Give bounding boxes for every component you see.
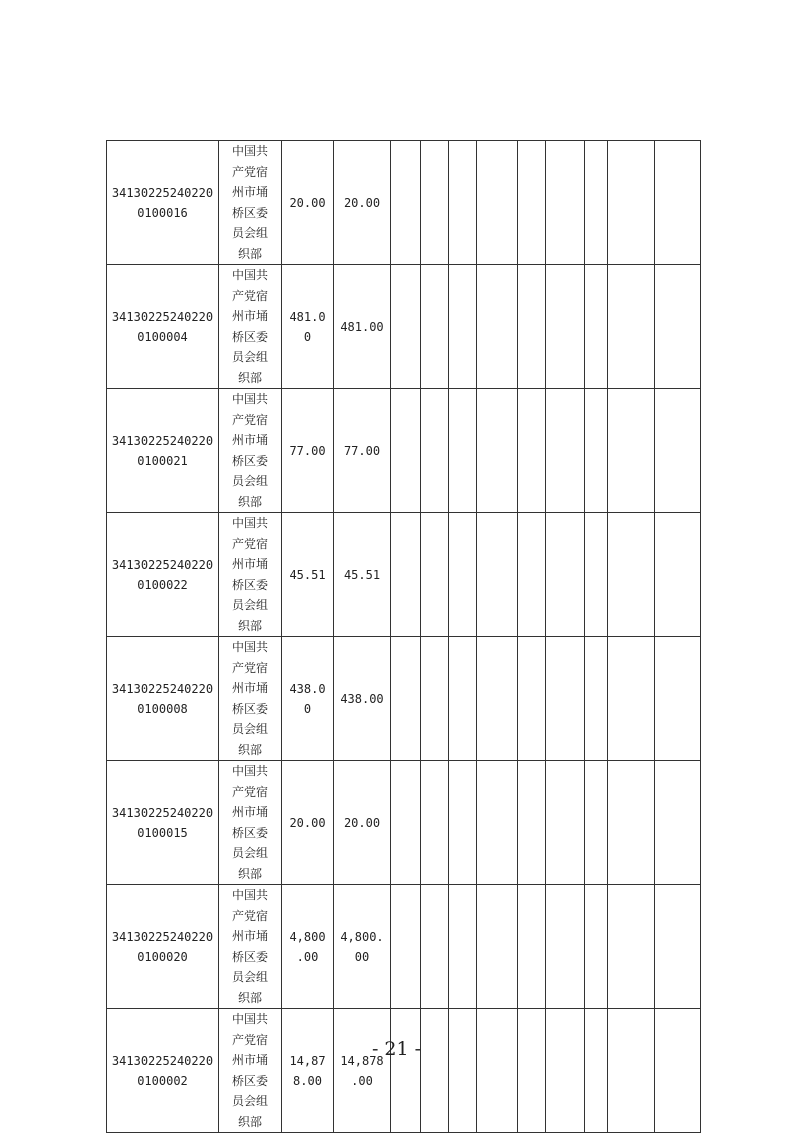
empty-cell xyxy=(477,513,518,637)
amount-b-cell-text: 481.00 xyxy=(340,319,384,334)
empty-cell xyxy=(546,141,585,265)
project-code-cell-text: 34130225240220 0100008 xyxy=(111,681,214,716)
table-row xyxy=(107,265,701,389)
empty-cell xyxy=(608,265,655,389)
table-row xyxy=(107,141,701,265)
unit-name-cell-text: 中国共产党宿州市埇桥区委员会组织部 xyxy=(231,640,268,757)
empty-cell xyxy=(546,885,585,1009)
empty-cell xyxy=(585,141,608,265)
amount-b-cell xyxy=(334,1009,391,1133)
empty-cell xyxy=(608,885,655,1009)
unit-name-cell-text: 中国共产党宿州市埇桥区委员会组织部 xyxy=(231,144,268,261)
empty-cell xyxy=(477,389,518,513)
amount-a-cell-text: 4,800 .00 xyxy=(289,929,326,964)
empty-cell xyxy=(477,637,518,761)
empty-cell xyxy=(655,513,701,637)
amount-a-cell xyxy=(282,637,334,761)
empty-cell xyxy=(449,761,477,885)
page-number: - 21 - xyxy=(371,1038,422,1060)
empty-cell xyxy=(477,761,518,885)
amount-a-cell xyxy=(282,265,334,389)
project-code-cell-text: 34130225240220 0100022 xyxy=(111,557,214,592)
empty-cell xyxy=(391,637,421,761)
project-code-cell-text: 34130225240220 0100015 xyxy=(111,805,214,840)
empty-cell xyxy=(518,389,546,513)
amount-a-cell-text: 20.00 xyxy=(289,195,326,210)
unit-name-cell xyxy=(219,885,282,1009)
empty-cell xyxy=(608,761,655,885)
unit-name-cell-text: 中国共产党宿州市埇桥区委员会组织部 xyxy=(231,268,268,385)
project-code-cell-text: 34130225240220 0100004 xyxy=(111,309,214,344)
amount-b-cell-text: 20.00 xyxy=(343,815,381,830)
empty-cell xyxy=(518,637,546,761)
empty-cell xyxy=(546,389,585,513)
empty-cell xyxy=(546,637,585,761)
empty-cell xyxy=(585,761,608,885)
project-code-cell-text: 34130225240220 0100021 xyxy=(111,433,214,468)
unit-name-cell-text: 中国共产党宿州市埇桥区委员会组织部 xyxy=(231,392,268,509)
empty-cell xyxy=(546,761,585,885)
empty-cell xyxy=(546,513,585,637)
empty-cell xyxy=(449,1009,477,1133)
empty-cell xyxy=(421,637,449,761)
amount-b-cell-text: 20.00 xyxy=(343,195,381,210)
empty-cell xyxy=(421,1009,449,1133)
empty-cell xyxy=(391,513,421,637)
amount-a-cell-text: 481.0 0 xyxy=(289,309,326,344)
unit-name-cell xyxy=(219,637,282,761)
empty-cell xyxy=(421,513,449,637)
project-code-cell xyxy=(107,637,219,761)
table-row xyxy=(107,389,701,513)
table-row xyxy=(107,637,701,761)
empty-cell xyxy=(608,1009,655,1133)
amount-b-cell xyxy=(334,141,391,265)
empty-cell xyxy=(655,637,701,761)
empty-cell xyxy=(655,1009,701,1133)
empty-cell xyxy=(585,885,608,1009)
empty-cell xyxy=(391,1009,421,1133)
empty-cell xyxy=(518,513,546,637)
empty-cell xyxy=(421,265,449,389)
empty-cell xyxy=(421,389,449,513)
amount-a-cell xyxy=(282,141,334,265)
amount-a-cell-text: 14,87 8.00 xyxy=(289,1053,326,1088)
project-code-cell xyxy=(107,1009,219,1133)
unit-name-cell xyxy=(219,513,282,637)
unit-name-cell-text: 中国共产党宿州市埇桥区委员会组织部 xyxy=(231,1012,268,1129)
empty-cell xyxy=(477,885,518,1009)
empty-cell xyxy=(477,141,518,265)
empty-cell xyxy=(421,761,449,885)
empty-cell xyxy=(655,389,701,513)
unit-name-cell xyxy=(219,265,282,389)
empty-cell xyxy=(391,389,421,513)
amount-a-cell-text: 45.51 xyxy=(289,567,326,582)
unit-name-cell xyxy=(219,389,282,513)
project-code-cell xyxy=(107,513,219,637)
amount-b-cell xyxy=(334,637,391,761)
empty-cell xyxy=(421,141,449,265)
amount-b-cell xyxy=(334,885,391,1009)
table-row xyxy=(107,1009,701,1133)
table-row xyxy=(107,761,701,885)
empty-cell xyxy=(608,389,655,513)
project-code-cell xyxy=(107,265,219,389)
empty-cell xyxy=(449,885,477,1009)
amount-b-cell xyxy=(334,513,391,637)
empty-cell xyxy=(449,141,477,265)
empty-cell xyxy=(608,141,655,265)
unit-name-cell xyxy=(219,761,282,885)
empty-cell xyxy=(655,885,701,1009)
amount-b-cell xyxy=(334,389,391,513)
empty-cell xyxy=(585,637,608,761)
amount-b-cell xyxy=(334,761,391,885)
empty-cell xyxy=(449,637,477,761)
unit-name-cell-text: 中国共产党宿州市埇桥区委员会组织部 xyxy=(231,516,268,633)
empty-cell xyxy=(518,761,546,885)
empty-cell xyxy=(391,265,421,389)
empty-cell xyxy=(391,141,421,265)
amount-b-cell-text: 4,800. 00 xyxy=(340,929,384,964)
budget-table xyxy=(106,140,701,1133)
empty-cell xyxy=(477,265,518,389)
unit-name-cell xyxy=(219,1009,282,1133)
amount-a-cell xyxy=(282,761,334,885)
project-code-cell-text: 34130225240220 0100016 xyxy=(111,185,214,220)
amount-b-cell-text: 438.00 xyxy=(340,691,384,706)
empty-cell xyxy=(518,141,546,265)
empty-cell xyxy=(655,761,701,885)
empty-cell xyxy=(655,265,701,389)
table-row xyxy=(107,513,701,637)
empty-cell xyxy=(449,389,477,513)
empty-cell xyxy=(518,265,546,389)
amount-b-cell-text: 45.51 xyxy=(343,567,381,582)
project-code-cell-text: 34130225240220 0100002 xyxy=(111,1053,214,1088)
amount-a-cell-text: 20.00 xyxy=(289,815,326,830)
unit-name-cell xyxy=(219,141,282,265)
amount-b-cell-text: 77.00 xyxy=(343,443,381,458)
empty-cell xyxy=(518,885,546,1009)
empty-cell xyxy=(585,389,608,513)
amount-b-cell-text: 14,878 .00 xyxy=(340,1053,384,1088)
unit-name-cell-text: 中国共产党宿州市埇桥区委员会组织部 xyxy=(231,764,268,881)
empty-cell xyxy=(585,1009,608,1133)
project-code-cell xyxy=(107,761,219,885)
project-code-cell-text: 34130225240220 0100020 xyxy=(111,929,214,964)
empty-cell xyxy=(546,1009,585,1133)
empty-cell xyxy=(391,761,421,885)
empty-cell xyxy=(655,141,701,265)
empty-cell xyxy=(608,637,655,761)
table-body xyxy=(107,141,701,1133)
empty-cell xyxy=(518,1009,546,1133)
amount-b-cell xyxy=(334,265,391,389)
empty-cell xyxy=(449,513,477,637)
project-code-cell xyxy=(107,885,219,1009)
empty-cell xyxy=(608,513,655,637)
amount-a-cell-text: 438.0 0 xyxy=(289,681,326,716)
empty-cell xyxy=(477,1009,518,1133)
unit-name-cell-text: 中国共产党宿州市埇桥区委员会组织部 xyxy=(231,888,268,1005)
empty-cell xyxy=(585,513,608,637)
amount-a-cell xyxy=(282,885,334,1009)
empty-cell xyxy=(546,265,585,389)
amount-a-cell xyxy=(282,513,334,637)
amount-a-cell-text: 77.00 xyxy=(289,443,326,458)
empty-cell xyxy=(391,885,421,1009)
empty-cell xyxy=(585,265,608,389)
amount-a-cell xyxy=(282,389,334,513)
amount-a-cell xyxy=(282,1009,334,1133)
project-code-cell xyxy=(107,141,219,265)
empty-cell xyxy=(449,265,477,389)
empty-cell xyxy=(421,885,449,1009)
project-code-cell xyxy=(107,389,219,513)
table-row xyxy=(107,885,701,1009)
